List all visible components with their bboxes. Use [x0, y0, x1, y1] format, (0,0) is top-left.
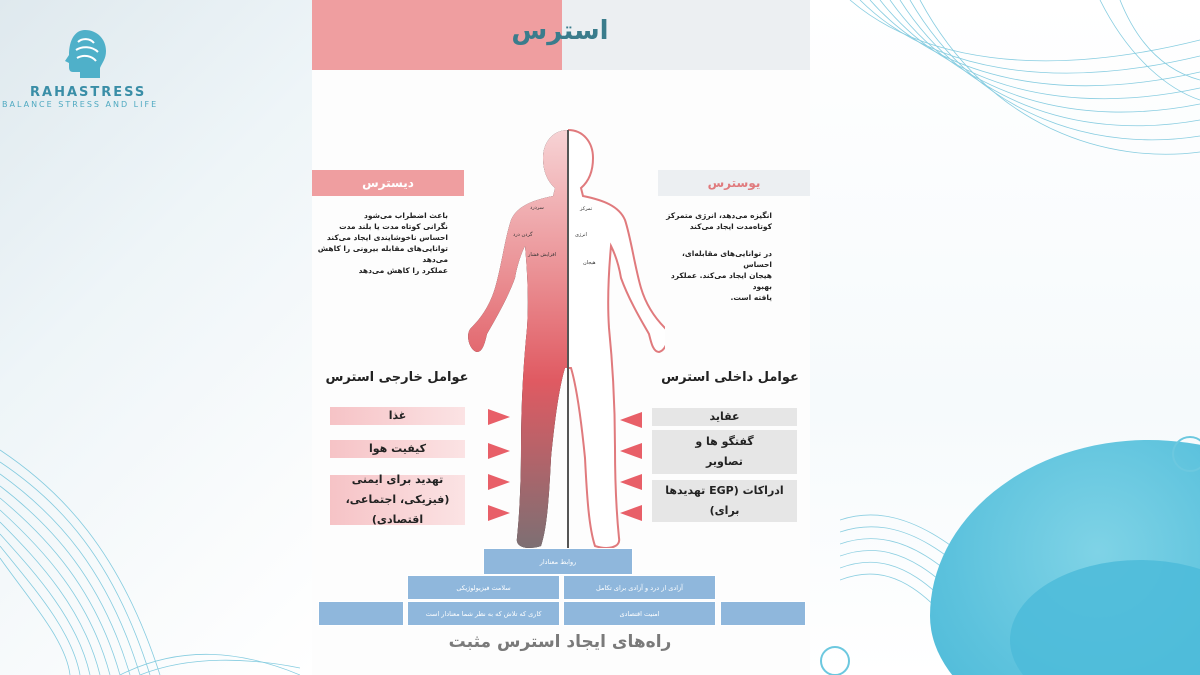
decorative-ring: [1172, 436, 1200, 472]
internal-factor-talks-images: گفتگو ها و تصاویر: [652, 430, 797, 474]
arrow-left-icon: [620, 474, 642, 490]
pyramid-economic-security: امنیت اقتصادی: [563, 601, 716, 626]
distress-line: نگرانی کوتاه مدت یا بلند مدت: [339, 222, 448, 231]
eustress-line: یافته است.: [730, 293, 772, 302]
arrow-left-icon: [620, 505, 642, 521]
eustress-line: انگیزه می‌دهد، انرژی متمرکز: [666, 211, 772, 220]
distress-line: توانایی‌های مقابله بیرونی را کاهش می‌دهد: [317, 244, 448, 264]
wave-lines-bottom-left: [0, 430, 300, 675]
external-factor-food: غذا: [330, 407, 465, 425]
distress-heading: دیسترس: [312, 170, 464, 196]
pyramid-meaningful-work: کاری که تلاش که به نظر شما معنادار است: [407, 601, 560, 626]
eustress-line: در توانایی‌های مقابله‌ای، احساس: [682, 249, 772, 269]
brain-head-logo-icon: [60, 26, 110, 82]
decorative-ring-2: [820, 646, 850, 675]
internal-factors-heading: عوامل داخلی استرس: [661, 370, 799, 385]
pyramid-base-left: [318, 601, 404, 626]
external-factors-heading: عوامل خارجی استرس: [325, 370, 469, 385]
body-label: سردرد: [530, 205, 544, 211]
pyramid-physiological-health: سلامت فیزیولوژیکی: [407, 575, 560, 600]
distress-line: احساس ناخوشایندی ایجاد می‌کند: [326, 233, 448, 242]
body-label: انرژی: [575, 232, 587, 238]
distress-line: عملکرد را کاهش می‌دهد: [358, 266, 448, 275]
external-factor-air-quality: کیفیت هوا: [330, 440, 465, 458]
distress-line: باعث اضطراب می‌شود: [364, 211, 448, 220]
arrow-right-icon: [488, 505, 510, 521]
distress-description: [298, 210, 448, 276]
wave-lines-top-right: [840, 0, 1200, 300]
internal-factor-beliefs: عقاید: [652, 408, 797, 426]
arrow-right-icon: [488, 474, 510, 490]
pyramid-freedom: آزادی از درد و آزادی برای تکامل: [563, 575, 716, 600]
eustress-heading: یوسترس: [658, 170, 810, 196]
page-title: استرس: [511, 16, 609, 46]
pyramid-top-meaningful-relations: روابط معنادار: [483, 548, 633, 575]
body-label: گردن درد: [513, 232, 533, 238]
arrow-left-icon: [620, 412, 642, 428]
positive-stress-ways-title: راه‌های ایجاد استرس مثبت: [448, 632, 672, 652]
arrow-right-icon: [488, 409, 510, 425]
external-factor-safety-threat: تهدید برای ایمنی (فیزیکی، اجتماعی، اقتصادی): [330, 475, 465, 525]
eustress-line: کوتاه‌مدت ایجاد می‌کند: [689, 222, 772, 231]
eustress-description-b: [660, 248, 772, 303]
pyramid-base-right: [720, 601, 806, 626]
internal-factor-perceptions: ادراکات (EGP تهدیدها برای): [652, 480, 797, 522]
brand-tagline: BALANCE STRESS AND LIFE: [2, 100, 159, 109]
body-label: هیجان: [583, 260, 596, 266]
body-label: افزایش فشار: [528, 252, 557, 258]
brand-name: RAHASTRESS: [30, 85, 147, 100]
body-label: تمرکز: [580, 206, 593, 212]
arrow-right-icon: [488, 443, 510, 459]
eustress-description-a: [660, 210, 772, 232]
eustress-line: هیجان ایجاد می‌کند. عملکرد بهبود: [670, 271, 772, 291]
arrow-left-icon: [620, 443, 642, 459]
